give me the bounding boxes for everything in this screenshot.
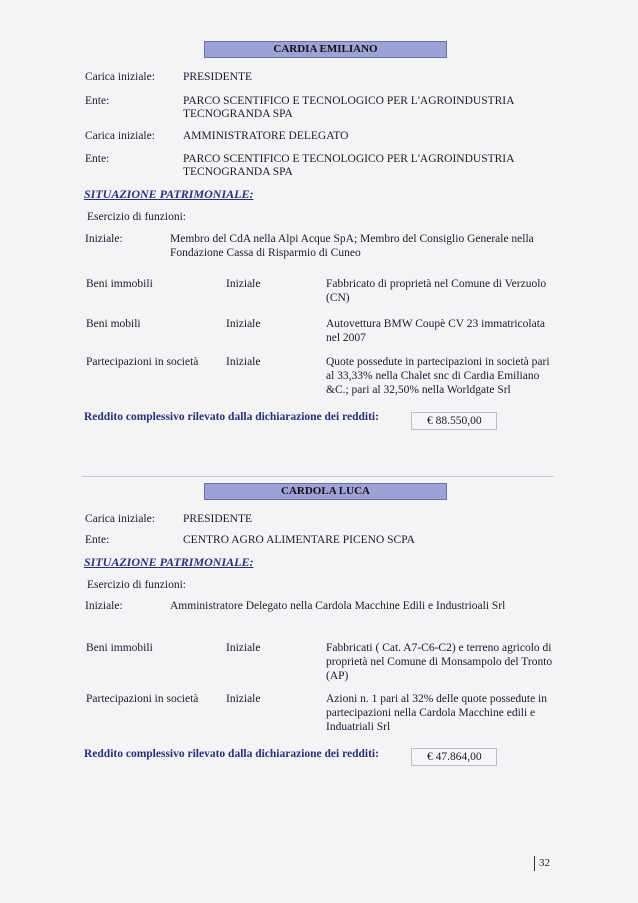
ente-value: TECNOGRANDA SPA — [183, 108, 293, 120]
beni-tipo: Partecipazioni in società — [86, 356, 199, 368]
beni-tipo: Beni mobili — [86, 318, 141, 330]
situazione-patrimoniale-title: SITUAZIONE PATRIMONIALE: — [84, 187, 254, 201]
beni-desc: (AP) — [326, 670, 349, 682]
reddito-value: € 47.864,00 — [411, 748, 497, 766]
beni-desc: Quote possedute in partecipazioni in società pari — [326, 356, 550, 368]
beni-stato: Iniziale — [226, 356, 261, 368]
reddito-label: Reddito complessivo rilevato dalla dichiarazione dei redditi: — [84, 748, 379, 760]
beni-desc: &C.; pari al 32,50% nella Worldgate Srl — [326, 384, 511, 396]
beni-desc: partecipazioni nella Cardola Macchine edili e — [326, 707, 536, 719]
iniziale-label: Iniziale: — [85, 600, 123, 612]
beni-desc: Azioni n. 1 pari al 32% delle quote possedute in — [326, 693, 548, 705]
reddito-value: € 88.550,00 — [411, 412, 497, 430]
ente-value: TECNOGRANDA SPA — [183, 166, 293, 178]
person-name-header: CARDIA EMILIANO — [204, 41, 447, 58]
beni-tipo: Partecipazioni in società — [86, 693, 199, 705]
beni-desc: nel 2007 — [326, 332, 366, 344]
beni-desc: Induatriali Srl — [326, 721, 391, 733]
esercizio-label: Esercizio di funzioni: — [87, 211, 186, 223]
ente-label: Ente: — [85, 153, 110, 165]
carica-value: PRESIDENTE — [183, 71, 252, 83]
beni-desc: Fabbricati ( Cat. A7-C6-C2) e terreno agricolo di — [326, 642, 552, 654]
funzioni-text: Membro del CdA nella Alpi Acque SpA; Membro del Consiglio Generale nella — [170, 233, 534, 245]
ente-value: PARCO SCENTIFICO E TECNOLOGICO PER L'AGROINDUSTRIA — [183, 95, 515, 107]
situazione-patrimoniale-title: SITUAZIONE PATRIMONIALE: — [84, 555, 254, 569]
beni-desc: Fabbricato di proprietà nel Comune di Verzuolo — [326, 278, 547, 290]
person-name-header: CARDOLA LUCA — [204, 483, 447, 500]
funzioni-text: Amministratore Delegato nella Cardola Macchine Edili e Industrioali Srl — [170, 600, 506, 612]
carica-label: Carica iniziale: — [85, 130, 155, 142]
beni-desc: Autovettura BMW Coupè CV 23 immatricolata — [326, 318, 545, 330]
beni-stato: Iniziale — [226, 642, 261, 654]
carica-value: PRESIDENTE — [183, 513, 252, 525]
beni-desc: proprietà nel Comune di Monsampolo del Tronto — [326, 656, 553, 668]
carica-label: Carica iniziale: — [85, 71, 155, 83]
reddito-label: Reddito complessivo rilevato dalla dichiarazione dei redditi: — [84, 411, 379, 423]
beni-tipo: Beni immobili — [86, 278, 153, 290]
beni-tipo: Beni immobili — [86, 642, 153, 654]
beni-desc: al 33,33% nella Chalet snc di Cardia Emiliano — [326, 370, 540, 382]
ente-label: Ente: — [85, 534, 110, 546]
carica-label: Carica iniziale: — [85, 513, 155, 525]
ente-value: PARCO SCENTIFICO E TECNOLOGICO PER L'AGROINDUSTRIA — [183, 153, 515, 165]
beni-stato: Iniziale — [226, 318, 261, 330]
ente-value: CENTRO AGRO ALIMENTARE PICENO SCPA — [183, 534, 415, 546]
beni-stato: Iniziale — [226, 693, 261, 705]
beni-stato: Iniziale — [226, 278, 261, 290]
funzioni-text: Fondazione Cassa di Risparmio di Cuneo — [170, 247, 361, 259]
esercizio-label: Esercizio di funzioni: — [87, 579, 186, 591]
page-number: 32 — [534, 856, 550, 871]
ente-label: Ente: — [85, 95, 110, 107]
iniziale-label: Iniziale: — [85, 233, 123, 245]
section-divider — [82, 476, 554, 477]
beni-desc: (CN) — [326, 292, 350, 304]
carica-value: AMMINISTRATORE DELEGATO — [183, 130, 349, 142]
